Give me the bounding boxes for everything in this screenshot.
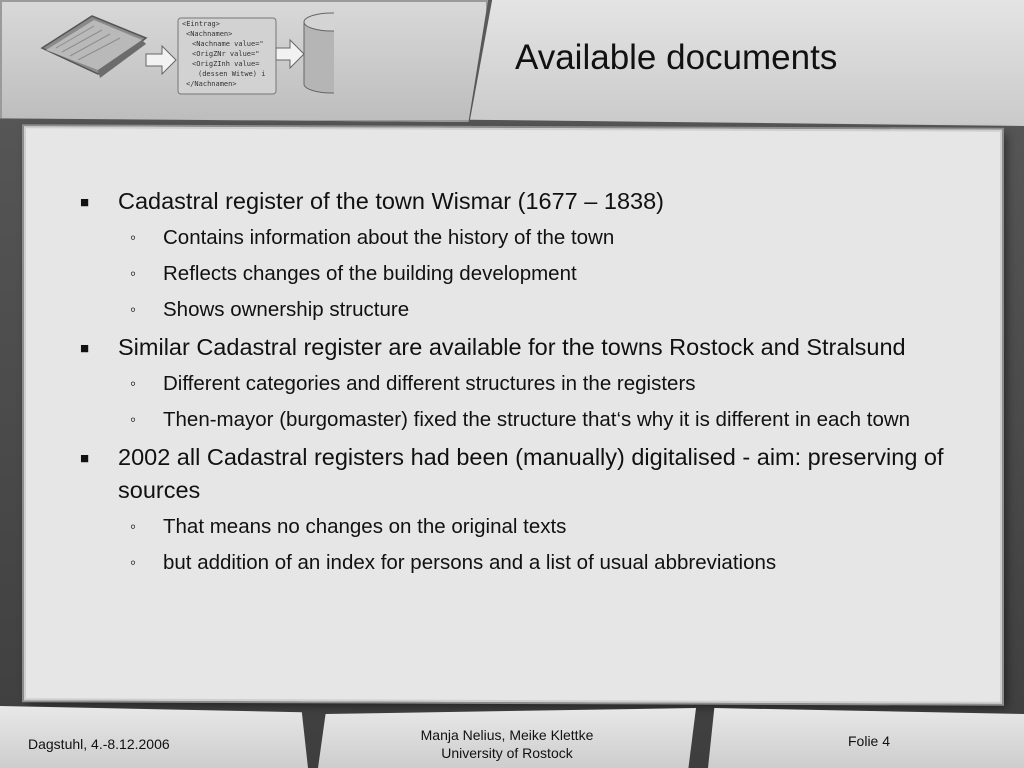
circle-bullet-icon: ◦ [130,264,137,283]
xml-line: (dessen Witwe) i [198,70,266,78]
database-icon [304,13,334,93]
bullet-item [80,441,960,507]
sub-bullet-item [80,512,960,542]
circle-bullet-icon: ◦ [130,300,137,319]
footer-author-names: Manja Nelius, Meike Klettke [420,727,594,743]
sub-bullet-text: Shows ownership structure [163,298,410,321]
footer-university: University of Rostock [441,745,573,761]
circle-bullet-icon: ◦ [130,374,137,393]
page-title: Available documents [515,38,838,77]
xml-line: <Nachnamen> [186,30,233,38]
footer-authors [318,726,696,762]
bullet-item [80,331,960,364]
logo-illustration [34,8,334,98]
arrow-icon [276,40,304,68]
circle-bullet-icon: ◦ [130,228,137,247]
square-bullet-icon: ■ [80,194,90,211]
sub-bullet-item [80,405,960,435]
circle-bullet-icon: ◦ [130,410,137,429]
sub-bullet-text: Then-mayor (burgomaster) fixed the structure that‘s why it is different in each town [163,408,911,431]
sub-bullet-item [80,548,960,578]
sub-bullet-item [80,369,960,399]
sub-bullet-text: but addition of an index for persons and a list of usual abbreviations [163,551,777,574]
sub-bullet-item [80,259,960,289]
sub-bullet-text: Reflects changes of the building development [163,262,577,285]
book-icon [42,16,146,78]
square-bullet-icon: ■ [80,340,90,357]
bullet-text: Similar Cadastral register are available for the towns Rostock and Stralsund [118,334,906,360]
sub-bullet-item [80,223,960,253]
bullet-item [80,185,960,218]
xml-line: <Nachname value=" [192,40,264,48]
arrow-icon [146,46,176,74]
sub-bullet-text: That means no changes on the original texts [163,515,567,538]
circle-bullet-icon: ◦ [130,553,137,572]
square-bullet-icon: ■ [80,450,90,467]
sub-bullet-text: Contains information about the history of the town [163,226,615,249]
bullet-list [80,185,960,584]
sub-bullet-item [80,295,960,325]
slide-number: Folie 4 [848,733,891,749]
footer-date: Dagstuhl, 4.-8.12.2006 [28,736,170,752]
xml-line: <OrigZInh value= [192,60,260,68]
bullet-text: Cadastral register of the town Wismar (1677 – 1838) [118,188,664,214]
xml-line: <OrigZNr value=" [192,50,260,58]
xml-line: <Eintrag> [182,20,220,28]
circle-bullet-icon: ◦ [130,517,137,536]
xml-line: </Nachnamen> [186,80,237,88]
sub-bullet-text: Different categories and different structures in the registers [163,372,696,395]
bullet-text: 2002 all Cadastral registers had been (manually) digitalised - aim: preserving of sources [118,444,944,503]
